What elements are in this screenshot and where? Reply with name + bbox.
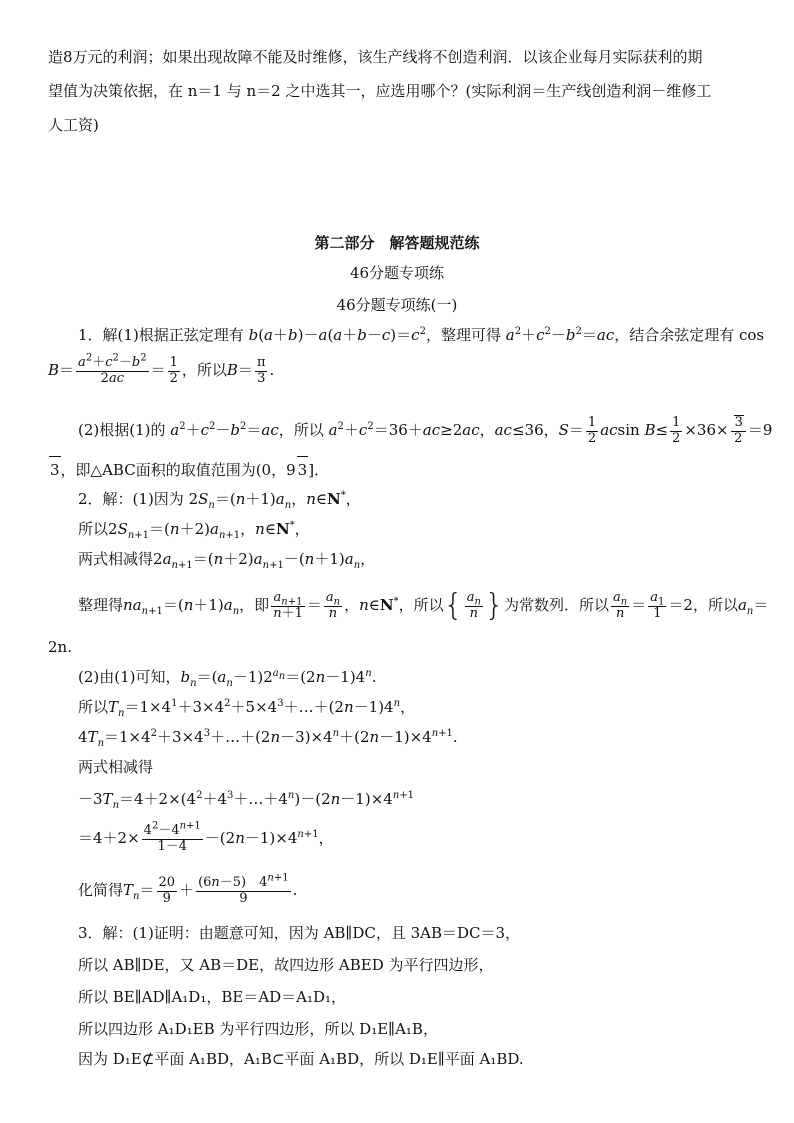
p2-line-8: $4T_n=1\times 4^2+3\times 4^3+\dots+(2n-3)\times 4^n+(2n-1)\times 4^{n+1}$.	[78, 728, 458, 749]
p2-label: 2．解：	[78, 490, 133, 508]
p2-l4-const: 为常数列．所以	[504, 596, 610, 614]
p2-l4-mid: ，即	[239, 596, 270, 614]
p1-line-3: (2)根据(1)的 $a^2+c^2-b^2=ac$，所以 $a^2+c^2=36+ac\ge 2ac$，ac≤36，S＝ $\frac{1}{2}$ acsin B≤ $\frac{1}{2}$ ×36× $\frac{3}{2}$ ＝9	[78, 414, 773, 446]
p1-d-text: ，即△ABC面积的取值范围为(0，9	[60, 461, 296, 479]
p2-l4-text: 整理得	[78, 596, 124, 614]
p2-l6-text: (2)由(1)可知，	[78, 668, 181, 686]
p2-l3-text: 两式相减得	[78, 550, 154, 568]
p2-l1-text: (1)因为	[132, 490, 184, 508]
p1-c-mid: ，所以	[278, 421, 324, 439]
p2-line-9: 两式相减得	[78, 758, 154, 776]
p1-c-text: (2)根据(1)的	[78, 421, 166, 439]
p3-line-5: 因为 D₁E⊄平面 A₁BD，A₁B⊂平面 A₁BD，所以 D₁E∥平面 A₁BD.	[78, 1050, 524, 1068]
p2-line-2: 所以$2S_{n+1}=(n+2)a_{n+1}$，n∈N*，	[78, 520, 310, 541]
p2-line-7: 所以$T_n=1\times 4^1+3\times 4^2+5\times 4^3+\dots+(2n-1)4^n$，	[78, 698, 416, 719]
p2-line-5: 2n.	[48, 638, 72, 656]
section-title: 46分题专项练	[349, 264, 445, 282]
p2-line-10: $-3T_n=4+2\times(4^2+4^3+\dots+4^n)-(2n-1)\times 4^{n+1}$	[78, 790, 415, 811]
intro-line-1: 造8万元的利润；如果出现故障不能及时维修，该生产线将不创造利润．以该企业每月实际获利的期	[48, 48, 703, 66]
p1-d-end: ]．	[308, 461, 330, 479]
p2-line-6: (2)由(1)可知，$b_n=(a_n-1)2^{a_n}=(2n-1)4^n$.	[78, 668, 377, 689]
p1-a-text: (1)根据正弦定理有	[117, 326, 244, 344]
subsection-title: 46分题专项练(一)	[336, 296, 458, 314]
p3-line-4: 所以四边形 A₁D₁EB 为平行四边形，所以 D₁E∥A₁B，	[78, 1020, 438, 1038]
p1-label: 1．解	[78, 326, 118, 344]
p1-line-4: 3，即△ABC面积的取值范围为(0，9 3]．	[48, 456, 754, 483]
p2-line-12: 化简得$T_n=$ $\frac{20}{9}$ ＋ $\frac{(6n-5) 4^{n+1}}{9}$ .	[78, 872, 298, 906]
p3-line-2: 所以 AB∥DE，又 AB＝DE，故四边形 ABED 为平行四边形，	[78, 956, 494, 974]
p3-l1-text: (1)证明：由题意可知，因为 AB∥DC，且 3AB＝DC＝3，	[132, 924, 521, 942]
p2-l4-end: ＝2，所以	[668, 596, 738, 614]
p1-b-end: ，所以	[181, 361, 227, 379]
p2-l2-text: 所以	[78, 520, 109, 538]
p3-label: 3．解：	[78, 924, 133, 942]
p3-line-3: 所以 BE∥AD∥A₁D₁，BE＝AD＝A₁D₁，	[78, 988, 347, 1006]
p2-l12-text: 化简得	[78, 881, 124, 899]
intro-line-2: 望值为决策依据，在 n＝1 与 n＝2 之中选其一，应选用哪个？(实际利润＝生产线创造利润－维修工	[48, 82, 712, 100]
p3-line-1	[78, 920, 754, 946]
p2-l7-text: 所以	[78, 698, 109, 716]
p2-line-11: ＝4＋2× $\frac{4^2-4^{n+1}}{1-4}$ $-(2n-1)\times 4^{n+1}$，	[78, 820, 334, 854]
p2-line-3: 两式相减得$2a_{n+1}=(n+2)a_{n+1}-(n+1)a_n$，	[78, 550, 376, 571]
part-title: 第二部分 解答题规范练	[314, 234, 480, 252]
p1-a-mid: ，整理可得	[425, 326, 501, 344]
p1-line-2: B＝ $\frac{a^2+c^2-b^2}{2ac}$ ＝ $\frac{1}{2}$ ，所以B＝ $\frac{\pi}{3}$ .	[48, 352, 275, 386]
p1-a-end: ，结合余弦定理有 cos	[614, 326, 765, 344]
p2-line-1: 2．解：(1)因为 $2S_n=(n+1)a_n$，n∈N*，	[78, 490, 361, 511]
intro-line-3: 人工资)	[48, 116, 99, 134]
p1-line-1: 1．解(1)根据正弦定理有 $b(a+b)-a(a+b-c)=c^2$，整理可得 $a^2+c^2-b^2=ac$，结合余弦定理有 cos	[78, 326, 765, 344]
p2-line-4: 整理得$na_{n+1}=(n+1)a_n$，即 $\frac{a_{n+1}}{n+1}$ ＝ $\frac{a_n}{n}$ ，n∈N*，所以{ $\frac{a_n}{n}$ }为常数列．所以 $\frac{a_n}{n}$ ＝ $\frac{a_1}{1}$ ＝2，所以$a_n=$	[78, 588, 769, 623]
